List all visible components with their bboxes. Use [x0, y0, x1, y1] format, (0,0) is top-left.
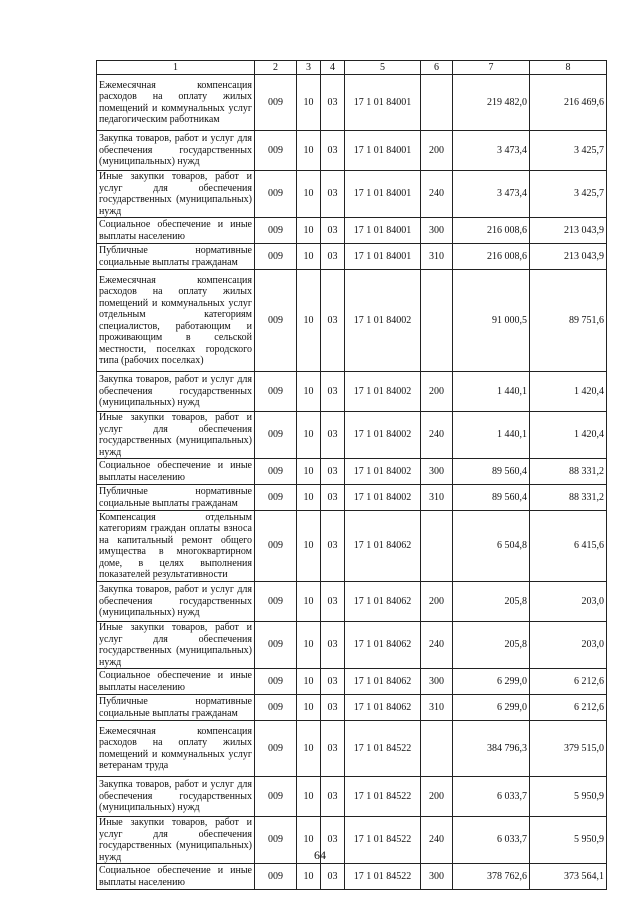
admin-code-cell: 009: [255, 582, 297, 622]
target-article-cell: 17 1 01 84062: [345, 622, 421, 669]
expense-type-cell: 310: [421, 695, 453, 721]
section-cell: 10: [297, 777, 321, 817]
section-cell: 10: [297, 131, 321, 171]
target-article-cell: 17 1 01 84062: [345, 695, 421, 721]
amount-year1-cell: 384 796,3: [453, 721, 530, 777]
target-article-cell: 17 1 01 84062: [345, 582, 421, 622]
table-row: [97, 669, 607, 695]
table-row: [97, 270, 607, 372]
amount-year1-cell: 6 033,7: [453, 817, 530, 864]
table-row: [97, 721, 607, 777]
row-name-cell: Публичные нормативные социальные выплаты гражданам: [97, 244, 255, 270]
admin-code-cell: 009: [255, 372, 297, 412]
amount-year1-cell: 6 299,0: [453, 695, 530, 721]
table-row: [97, 131, 607, 171]
target-article-cell: 17 1 01 84062: [345, 511, 421, 582]
amount-year2-cell: 89 751,6: [530, 270, 607, 372]
table-row: [97, 372, 607, 412]
header-cell: 8: [530, 61, 607, 75]
amount-year1-cell: 216 008,6: [453, 244, 530, 270]
amount-year1-cell: 6 033,7: [453, 777, 530, 817]
section-cell: 10: [297, 244, 321, 270]
table-row: [97, 864, 607, 890]
amount-year2-cell: 6 415,6: [530, 511, 607, 582]
header-cell: 2: [255, 61, 297, 75]
row-name-cell: Публичные нормативные социальные выплаты гражданам: [97, 485, 255, 511]
amount-year1-cell: 6 299,0: [453, 669, 530, 695]
subsection-cell: 03: [321, 669, 345, 695]
target-article-cell: 17 1 01 84001: [345, 244, 421, 270]
table-row: [97, 777, 607, 817]
budget-table-container: [96, 60, 607, 890]
amount-year2-cell: 213 043,9: [530, 244, 607, 270]
amount-year1-cell: 1 440,1: [453, 372, 530, 412]
header-cell: 6: [421, 61, 453, 75]
subsection-cell: 03: [321, 218, 345, 244]
subsection-cell: 03: [321, 459, 345, 485]
subsection-cell: 03: [321, 864, 345, 890]
target-article-cell: 17 1 01 84522: [345, 864, 421, 890]
row-name-cell: Закупка товаров, работ и услуг для обеспечения государственных (муниципальных) нужд: [97, 372, 255, 412]
table-row: [97, 75, 607, 131]
subsection-cell: 03: [321, 622, 345, 669]
section-cell: 10: [297, 218, 321, 244]
amount-year1-cell: 205,8: [453, 582, 530, 622]
subsection-cell: 03: [321, 817, 345, 864]
amount-year1-cell: 89 560,4: [453, 485, 530, 511]
amount-year2-cell: 5 950,9: [530, 777, 607, 817]
amount-year2-cell: 213 043,9: [530, 218, 607, 244]
amount-year2-cell: 203,0: [530, 582, 607, 622]
amount-year2-cell: 5 950,9: [530, 817, 607, 864]
section-cell: 10: [297, 695, 321, 721]
table-row: [97, 582, 607, 622]
admin-code-cell: 009: [255, 75, 297, 131]
target-article-cell: 17 1 01 84522: [345, 817, 421, 864]
expense-type-cell: 300: [421, 864, 453, 890]
admin-code-cell: 009: [255, 412, 297, 459]
expense-type-cell: 200: [421, 777, 453, 817]
section-cell: 10: [297, 511, 321, 582]
subsection-cell: 03: [321, 244, 345, 270]
amount-year2-cell: 6 212,6: [530, 669, 607, 695]
amount-year2-cell: 1 420,4: [530, 372, 607, 412]
expense-type-cell: 240: [421, 412, 453, 459]
subsection-cell: 03: [321, 75, 345, 131]
amount-year1-cell: 219 482,0: [453, 75, 530, 131]
table-row: [97, 171, 607, 218]
table-row: [97, 244, 607, 270]
target-article-cell: 17 1 01 84001: [345, 131, 421, 171]
row-name-cell: Публичные нормативные социальные выплаты гражданам: [97, 695, 255, 721]
row-name-cell: Иные закупки товаров, работ и услуг для обеспечения государственных (муниципальных) нужд: [97, 412, 255, 459]
expense-type-cell: [421, 511, 453, 582]
admin-code-cell: 009: [255, 817, 297, 864]
amount-year2-cell: 1 420,4: [530, 412, 607, 459]
header-cell: 7: [453, 61, 530, 75]
row-name-cell: Ежемесячная компенсация расходов на оплату жилых помещений и коммунальных услуг отдельным категориям специалистов, работающим и проживающим в сельской местности, поселках городского типа (рабочих поселках): [97, 270, 255, 372]
expense-type-cell: 240: [421, 622, 453, 669]
target-article-cell: 17 1 01 84001: [345, 218, 421, 244]
admin-code-cell: 009: [255, 622, 297, 669]
amount-year1-cell: 378 762,6: [453, 864, 530, 890]
admin-code-cell: 009: [255, 864, 297, 890]
subsection-cell: 03: [321, 511, 345, 582]
expense-type-cell: 240: [421, 171, 453, 218]
amount-year1-cell: 216 008,6: [453, 218, 530, 244]
row-name-cell: Иные закупки товаров, работ и услуг для обеспечения государственных (муниципальных) нужд: [97, 817, 255, 864]
target-article-cell: 17 1 01 84001: [345, 171, 421, 218]
admin-code-cell: 009: [255, 218, 297, 244]
table-row: [97, 695, 607, 721]
admin-code-cell: 009: [255, 721, 297, 777]
expense-type-cell: 310: [421, 244, 453, 270]
expense-type-cell: 200: [421, 372, 453, 412]
expense-type-cell: [421, 721, 453, 777]
expense-type-cell: [421, 270, 453, 372]
admin-code-cell: 009: [255, 669, 297, 695]
section-cell: 10: [297, 270, 321, 372]
section-cell: 10: [297, 721, 321, 777]
admin-code-cell: 009: [255, 511, 297, 582]
expense-type-cell: 300: [421, 459, 453, 485]
section-cell: 10: [297, 485, 321, 511]
subsection-cell: 03: [321, 372, 345, 412]
amount-year1-cell: 1 440,1: [453, 412, 530, 459]
header-cell: 5: [345, 61, 421, 75]
expense-type-cell: [421, 75, 453, 131]
admin-code-cell: 009: [255, 244, 297, 270]
target-article-cell: 17 1 01 84522: [345, 777, 421, 817]
amount-year2-cell: 3 425,7: [530, 131, 607, 171]
amount-year2-cell: 203,0: [530, 622, 607, 669]
subsection-cell: 03: [321, 695, 345, 721]
row-name-cell: Закупка товаров, работ и услуг для обеспечения государственных (муниципальных) нужд: [97, 777, 255, 817]
amount-year1-cell: 91 000,5: [453, 270, 530, 372]
table-row: [97, 218, 607, 244]
header-cell: 4: [321, 61, 345, 75]
row-name-cell: Ежемесячная компенсация расходов на оплату жилых помещений и коммунальных услуг ветеранам труда: [97, 721, 255, 777]
section-cell: 10: [297, 582, 321, 622]
section-cell: 10: [297, 459, 321, 485]
target-article-cell: 17 1 01 84002: [345, 372, 421, 412]
subsection-cell: 03: [321, 485, 345, 511]
row-name-cell: Социальное обеспечение и иные выплаты населению: [97, 864, 255, 890]
admin-code-cell: 009: [255, 485, 297, 511]
subsection-cell: 03: [321, 777, 345, 817]
table-header-row: [97, 61, 607, 75]
section-cell: 10: [297, 372, 321, 412]
admin-code-cell: 009: [255, 270, 297, 372]
table-row: [97, 412, 607, 459]
section-cell: 10: [297, 622, 321, 669]
target-article-cell: 17 1 01 84002: [345, 459, 421, 485]
page-number: 64: [314, 848, 326, 862]
header-cell: 3: [297, 61, 321, 75]
amount-year1-cell: 3 473,4: [453, 171, 530, 218]
amount-year2-cell: 3 425,7: [530, 171, 607, 218]
amount-year2-cell: 379 515,0: [530, 721, 607, 777]
row-name-cell: Компенсация отдельным категориям граждан оплаты взноса на капитальный ремонт общего имущества в многоквартирном доме, в целях выполнения показателей результативности: [97, 511, 255, 582]
row-name-cell: Социальное обеспечение и иные выплаты населению: [97, 218, 255, 244]
table-row: [97, 485, 607, 511]
table-row: [97, 622, 607, 669]
amount-year2-cell: 88 331,2: [530, 459, 607, 485]
subsection-cell: 03: [321, 131, 345, 171]
section-cell: 10: [297, 412, 321, 459]
amount-year1-cell: 3 473,4: [453, 131, 530, 171]
amount-year1-cell: 205,8: [453, 622, 530, 669]
target-article-cell: 17 1 01 84002: [345, 485, 421, 511]
section-cell: 10: [297, 669, 321, 695]
expense-type-cell: 200: [421, 131, 453, 171]
section-cell: 10: [297, 817, 321, 864]
section-cell: 10: [297, 171, 321, 218]
amount-year2-cell: 216 469,6: [530, 75, 607, 131]
admin-code-cell: 009: [255, 459, 297, 485]
amount-year2-cell: 88 331,2: [530, 485, 607, 511]
subsection-cell: 03: [321, 721, 345, 777]
row-name-cell: Закупка товаров, работ и услуг для обеспечения государственных (муниципальных) нужд: [97, 582, 255, 622]
row-name-cell: Иные закупки товаров, работ и услуг для обеспечения государственных (муниципальных) нужд: [97, 622, 255, 669]
amount-year2-cell: 6 212,6: [530, 695, 607, 721]
amount-year1-cell: 89 560,4: [453, 459, 530, 485]
subsection-cell: 03: [321, 412, 345, 459]
expense-type-cell: 310: [421, 485, 453, 511]
section-cell: 10: [297, 75, 321, 131]
table-row: [97, 459, 607, 485]
subsection-cell: 03: [321, 582, 345, 622]
expense-type-cell: 240: [421, 817, 453, 864]
admin-code-cell: 009: [255, 777, 297, 817]
expense-type-cell: 300: [421, 669, 453, 695]
expense-type-cell: 300: [421, 218, 453, 244]
admin-code-cell: 009: [255, 695, 297, 721]
amount-year2-cell: 373 564,1: [530, 864, 607, 890]
admin-code-cell: 009: [255, 131, 297, 171]
expense-type-cell: 200: [421, 582, 453, 622]
target-article-cell: 17 1 01 84002: [345, 412, 421, 459]
row-name-cell: Социальное обеспечение и иные выплаты населению: [97, 669, 255, 695]
amount-year1-cell: 6 504,8: [453, 511, 530, 582]
target-article-cell: 17 1 01 84001: [345, 75, 421, 131]
target-article-cell: 17 1 01 84522: [345, 721, 421, 777]
admin-code-cell: 009: [255, 171, 297, 218]
section-cell: 10: [297, 864, 321, 890]
subsection-cell: 03: [321, 270, 345, 372]
row-name-cell: Закупка товаров, работ и услуг для обеспечения государственных (муниципальных) нужд: [97, 131, 255, 171]
row-name-cell: Ежемесячная компенсация расходов на оплату жилых помещений и коммунальных услуг педагогическим работникам: [97, 75, 255, 131]
row-name-cell: Социальное обеспечение и иные выплаты населению: [97, 459, 255, 485]
table-row: [97, 511, 607, 582]
row-name-cell: Иные закупки товаров, работ и услуг для обеспечения государственных (муниципальных) нужд: [97, 171, 255, 218]
target-article-cell: 17 1 01 84062: [345, 669, 421, 695]
target-article-cell: 17 1 01 84002: [345, 270, 421, 372]
subsection-cell: 03: [321, 171, 345, 218]
header-cell: 1: [97, 61, 255, 75]
budget-table: [96, 60, 607, 890]
